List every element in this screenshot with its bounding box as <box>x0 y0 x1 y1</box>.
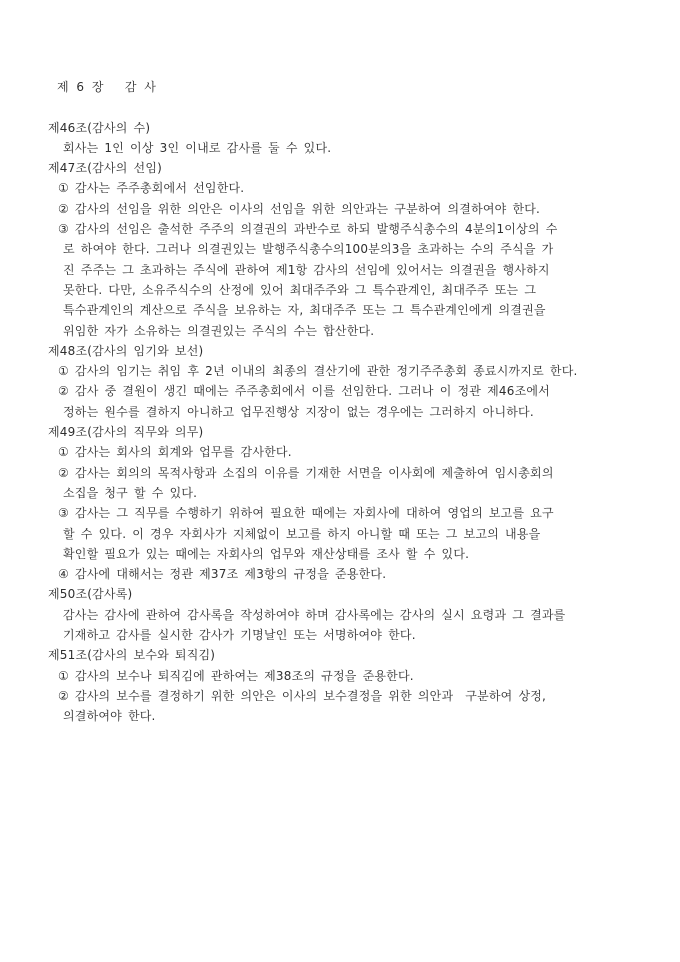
text-line: 감사는 감사에 관하여 감사록을 작성하여야 하며 감사록에는 감사의 실시 요령과 그 결과를 <box>63 607 566 622</box>
text-line: ③ 감사는 그 직무를 수행하기 위하여 필요한 때에는 자회사에 대하여 영업의 보고를 요구 <box>58 506 554 521</box>
text-line: 할 수 있다. 이 경우 자회사가 지체없이 보고를 하지 아니할 때 또는 그 보고의 내용을 <box>63 526 541 541</box>
text-line: ② 감사의 선임을 위한 의안은 이사의 선임을 위한 의안과는 구분하여 의결하여야 한다. <box>58 201 541 216</box>
text-line: 특수관계인의 계산으로 주식을 보유하는 자, 최대주주 또는 그 특수관계인에게 의결권을 <box>63 303 546 318</box>
text-line: 위임한 자가 소유하는 의결권있는 주식의 수는 합산한다. <box>63 323 375 338</box>
article-heading: 제47조(감사의 선임) <box>48 161 162 176</box>
text-line: 기재하고 감사를 실시한 감사가 기명날인 또는 서명하여야 한다. <box>63 628 416 643</box>
text-line: 소집을 청구 할 수 있다. <box>63 485 198 500</box>
text-line: 의결하여야 한다. <box>63 709 156 724</box>
text-line: ① 감사는 회사의 회계와 업무를 감사한다. <box>58 445 292 460</box>
article-heading: 제48조(감사의 임기와 보선) <box>48 343 204 358</box>
blank-line <box>48 97 627 117</box>
text-line: ① 감사는 주주총회에서 선임한다. <box>58 181 245 196</box>
text-line: 확인할 필요가 있는 때에는 자회사의 업무와 재산상태를 조사 할 수 있다. <box>63 546 470 561</box>
article-heading: 제49조(감사의 직무와 의무) <box>48 425 204 440</box>
text-line: ③ 감사의 선임은 출석한 주주의 의결권의 과반수로 하되 발행주식총수의 4분의1이상의 수 <box>58 222 558 237</box>
text-line: ② 감사는 회의의 목적사항과 소집의 이유를 기재한 서면을 이사회에 제출하여 임시총회의 <box>58 465 554 480</box>
text-line: ④ 감사에 대해서는 정관 제37조 제3항의 규정을 준용한다. <box>58 567 387 582</box>
text-line: ① 감사의 보수나 퇴직김에 관하여는 제38조의 규정을 준용한다. <box>58 668 414 683</box>
text-line: ② 감사의 보수를 결정하기 위한 의안은 이사의 보수결정을 위한 의안과 구분하여 상정, <box>58 688 547 703</box>
text-line: ① 감사의 임기는 취임 후 2년 이내의 최종의 결산기에 관한 정기주주총회 종료시까지로 한다. <box>58 364 578 379</box>
text-line: ② 감사 중 결원이 생긴 때에는 주주총회에서 이를 선임한다. 그러나 이 정관 제46조에서 <box>58 384 550 399</box>
article-heading: 제51조(감사의 보수와 퇴직김) <box>48 648 216 663</box>
text-line: 못한다. 다만, 소유주식수의 산정에 있어 최대주주와 그 특수관계인, 최대주주 또는 그 <box>63 282 537 297</box>
chapter-title: 제 6 장 감 사 <box>57 80 157 94</box>
document-body <box>48 77 627 727</box>
article-heading: 제50조(감사록) <box>48 587 133 602</box>
article-heading: 제46조(감사의 수) <box>48 120 151 135</box>
text-line: 회사는 1인 이상 3인 이내로 감사를 둘 수 있다. <box>63 140 332 155</box>
text-line: 진 주주는 그 초과하는 주식에 관하여 제1항 감사의 선임에 있어서는 의결권을 행사하지 <box>63 262 550 277</box>
text-line: 로 하여야 한다. 그러나 의결권있는 발행주식총수의100분의3을 초과하는 수의 주식을 가 <box>63 242 554 257</box>
text-line: 정하는 원수를 결하지 아니하고 업무진행상 지장이 없는 경우에는 그러하지 아니하다. <box>63 404 534 419</box>
